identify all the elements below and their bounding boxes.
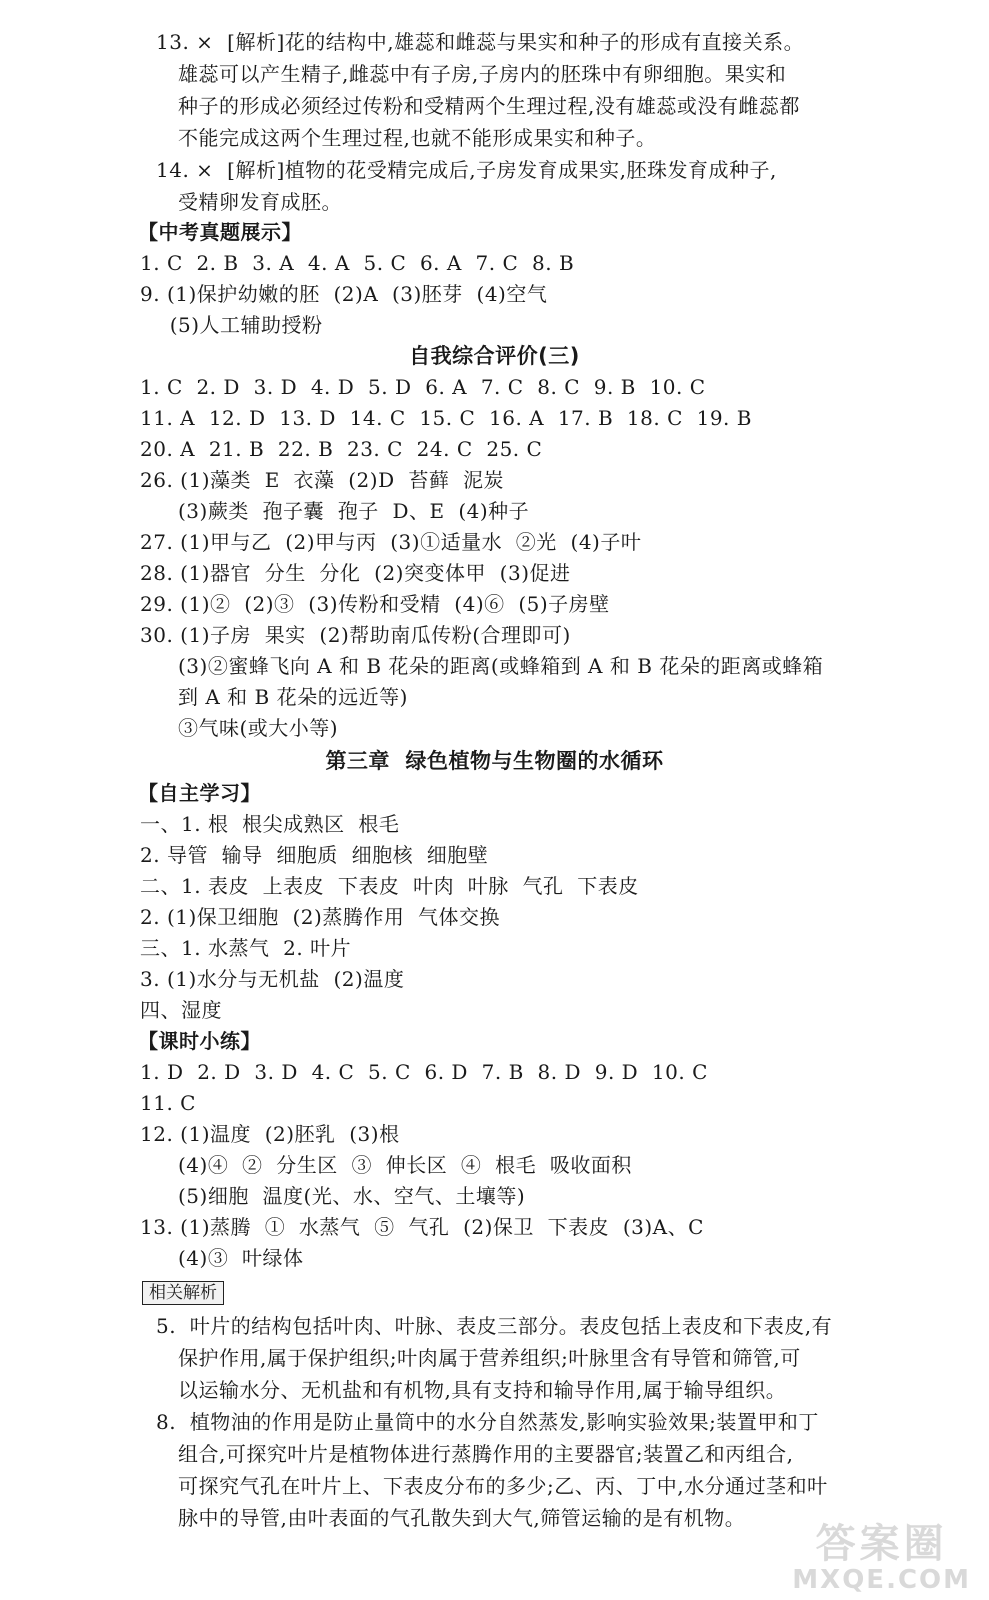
text-line: 种子的形成必须经过传粉和受精两个生理过程,没有雄蕊或没有雌蕊都 — [178, 94, 800, 118]
text-line: 2. 导管 输导 细胞质 细胞核 细胞壁 — [140, 843, 489, 867]
text-line: 四、湿度 — [140, 998, 222, 1022]
text-line: 13. × [解析]花的结构中,雄蕊和雌蕊与果实和种子的形成有直接关系。 — [156, 30, 805, 54]
text-line: (3)蕨类 孢子囊 孢子 D、E (4)种子 — [178, 499, 530, 523]
text-line: (5)人工辅助授粉 — [156, 313, 323, 337]
text-line: 【课时小练】 — [138, 1029, 261, 1053]
text-line: 保护作用,属于保护组织;叶肉属于营养组织;叶脉里含有导管和筛管,可 — [178, 1346, 801, 1370]
text-line: 12. (1)温度 (2)胚乳 (3)根 — [140, 1122, 400, 1146]
text-line: 可探究气孔在叶片上、下表皮分布的多少;乙、丙、丁中,水分通过茎和叶 — [178, 1474, 828, 1498]
text-line: 以运输水分、无机盐和有机物,具有支持和输导作用,属于输导组织。 — [178, 1378, 787, 1402]
watermark-text-bottom: MXQE.COM — [792, 1565, 971, 1595]
text-line: 1. C 2. B 3. A 4. A 5. C 6. A 7. C 8. B — [140, 251, 575, 275]
text-line: 雄蕊可以产生精子,雌蕊中有子房,子房内的胚珠中有卵细胞。果实和 — [178, 62, 787, 86]
chapter-heading: 第三章 绿色植物与生物圈的水循环 — [325, 749, 664, 773]
text-line: (3)②蜜蜂飞向 A 和 B 花朵的距离(或蜂箱到 A 和 B 花朵的距离或蜂箱 — [178, 654, 824, 678]
text-line: 5. 叶片的结构包括叶肉、叶脉、表皮三部分。表皮包括上表皮和下表皮,有 — [156, 1314, 833, 1338]
text-line: 不能完成这两个生理过程,也就不能形成果实和种子。 — [178, 126, 657, 150]
text-line: 26. (1)藻类 E 衣藻 (2)D 苔藓 泥炭 — [140, 468, 505, 492]
text-line: 受精卵发育成胚。 — [178, 190, 342, 214]
text-line: 1. C 2. D 3. D 4. D 5. D 6. A 7. C 8. C 9. B 10. C — [140, 375, 706, 399]
text-line: 1. D 2. D 3. D 4. C 5. C 6. D 7. B 8. D 9. D 10. C — [140, 1060, 708, 1084]
text-line: 三、1. 水蒸气 2. 叶片 — [140, 936, 352, 960]
text-line: 9. (1)保护幼嫩的胚 (2)A (3)胚芽 (4)空气 — [140, 282, 548, 306]
text-line: 27. (1)甲与乙 (2)甲与丙 (3)①适量水 ②光 (4)子叶 — [140, 530, 642, 554]
text-line: 29. (1)② (2)③ (3)传粉和受精 (4)⑥ (5)子房壁 — [140, 592, 610, 616]
text-line: 一、1. 根 根尖成熟区 根毛 — [140, 812, 400, 836]
text-line: 28. (1)器官 分生 分化 (2)突变体甲 (3)促进 — [140, 561, 571, 585]
related-analysis-label: 相关解析 — [142, 1281, 224, 1305]
text-line: 组合,可探究叶片是植物体进行蒸腾作用的主要器官;装置乙和丙组合, — [178, 1442, 794, 1466]
watermark-logo — [792, 1522, 971, 1594]
section-heading-self-evaluation: 自我综合评价(三) — [409, 344, 580, 368]
text-line: 【中考真题展示】 — [138, 220, 302, 244]
text-line: 8. 植物油的作用是防止量筒中的水分自然蒸发,影响实验效果;装置甲和丁 — [156, 1410, 819, 1434]
text-line: 11. A 12. D 13. D 14. C 15. C 16. A 17. B 18. C 19. B — [140, 406, 752, 430]
text-line: 13. (1)蒸腾 ① 水蒸气 ⑤ 气孔 (2)保卫 下表皮 (3)A、C — [140, 1215, 704, 1239]
text-line: 11. C — [140, 1091, 196, 1115]
watermark-text-top: 答案圈 — [815, 1521, 948, 1567]
text-line: 14. × [解析]植物的花受精完成后,子房发育成果实,胚珠发育成种子, — [156, 158, 777, 182]
text-line: 3. (1)水分与无机盐 (2)温度 — [140, 967, 405, 991]
text-line: 30. (1)子房 果实 (2)帮助南瓜传粉(合理即可) — [140, 623, 571, 647]
text-line: (4)③ 叶绿体 — [178, 1246, 304, 1270]
text-line: 20. A 21. B 22. B 23. C 24. C 25. C — [140, 437, 543, 461]
text-line: 到 A 和 B 花朵的远近等) — [178, 685, 408, 709]
text-line: 脉中的导管,由叶表面的气孔散失到大气,筛管运输的是有机物。 — [178, 1506, 746, 1530]
text-line: 【自主学习】 — [138, 781, 261, 805]
text-line: 2. (1)保卫细胞 (2)蒸腾作用 气体交换 — [140, 905, 501, 929]
text-line: 二、1. 表皮 上表皮 下表皮 叶肉 叶脉 气孔 下表皮 — [140, 874, 639, 898]
text-line: (5)细胞 温度(光、水、空气、土壤等) — [178, 1184, 526, 1208]
text-line: ③气味(或大小等) — [178, 716, 339, 740]
text-line: (4)④ ② 分生区 ③ 伸长区 ④ 根毛 吸收面积 — [178, 1153, 632, 1177]
